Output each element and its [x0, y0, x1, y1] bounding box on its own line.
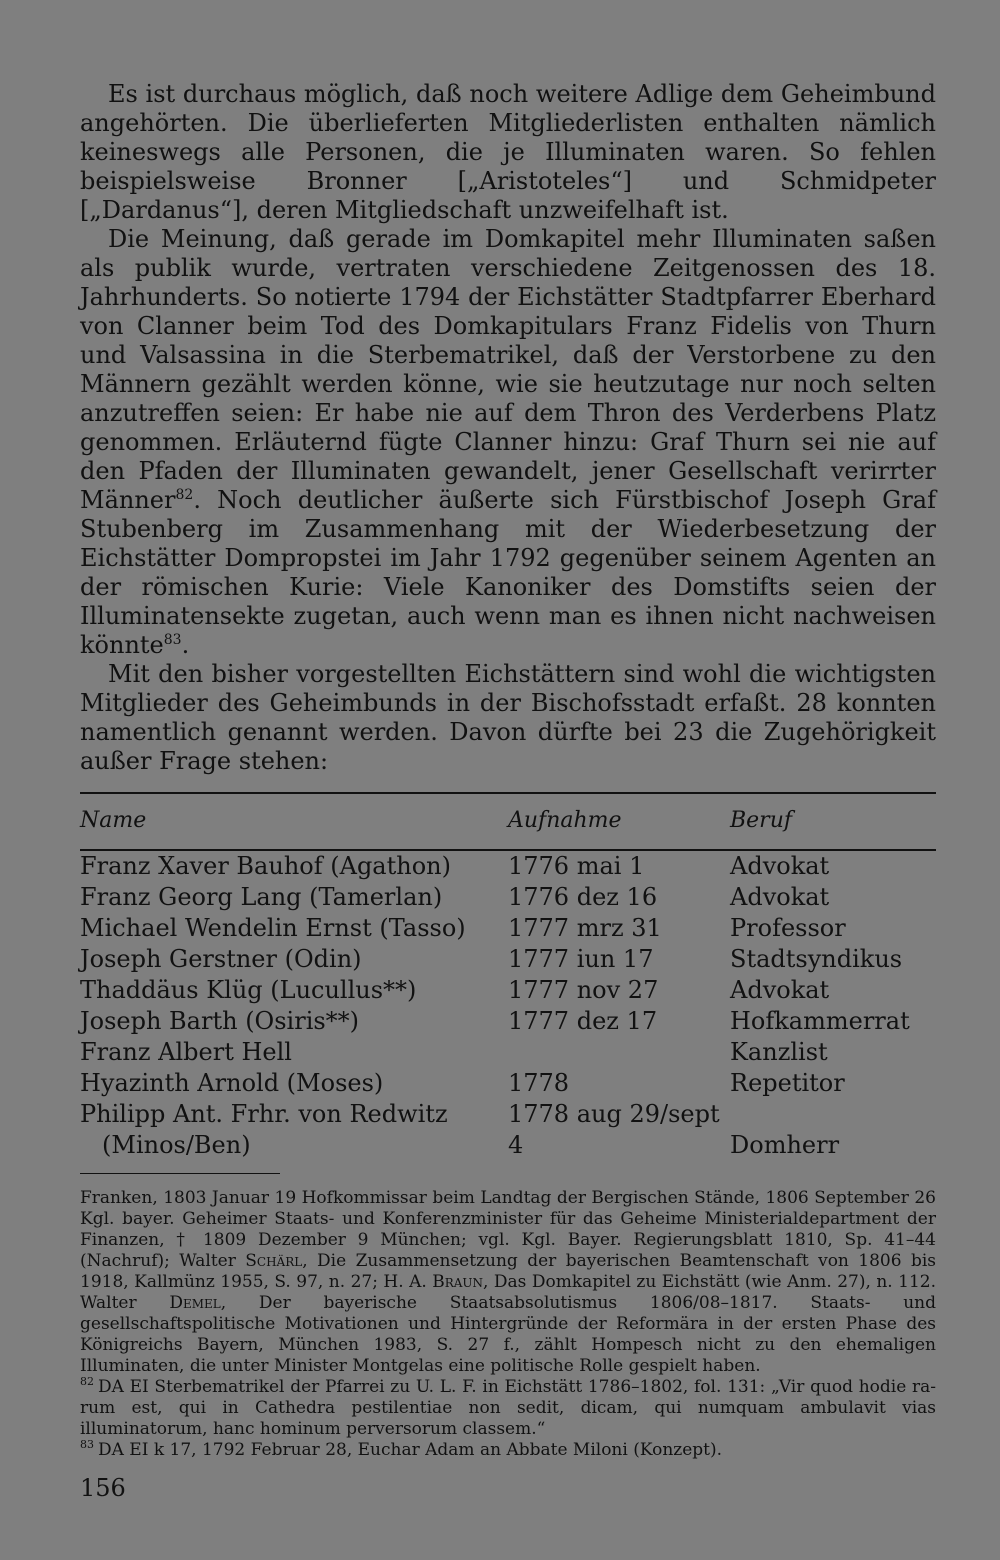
footnote-text: , Das Domkapitel zu Eichstätt (wie Anm. 27), n. 112. Walter	[80, 1272, 936, 1313]
footnote-text: DA EI k 17, 1792 Februar 28, Euchar Adam an Abbate Miloni (Konzept).	[98, 1440, 723, 1460]
cell-date	[508, 1037, 730, 1068]
header-beruf: Beruf	[730, 808, 793, 833]
page-number: 156	[80, 1474, 126, 1502]
footnote-text: , Der bayerische Staatsabsolutismus 1806/08–1817. Staats- und gesellschaftspolitische Motivationen und Hintergründe der Reformära in der ersten Phase des Königreichs Bayern, München 1983, S. 27 f., zählt Hompesch nicht zu den ehemaligen Illuminaten, die unter Minister Montgelas eine politische Rolle gespielt haben.	[80, 1293, 936, 1376]
footnote-number: 83	[80, 1438, 94, 1452]
footnote-83	[80, 1440, 936, 1461]
footnote-text: Franken, 1803 Januar 19 Hofkommissar beim Landtag der Bergischen Stände, 1806 September 26 Kgl. bayer. Geheimer Staats- und Konferenzminister für das Geheime Ministerialdepartment der Finanzen, † 1809 Dezember 9 München; vgl. Kgl. Bayer. Regierungsblatt 1810, Sp. 41–44 (Nachruf); Walter	[80, 1188, 936, 1271]
footnotes	[80, 1188, 936, 1461]
paragraph-2-text-b: . Noch deutlicher äußerte sich Fürstbischof Joseph Graf Stubenberg im Zusammenhang mit der Wiederbesetzung der Eichstätter Dompropstei im Jahr 1792 gegenüber seinem Agenten an der römischen Kurie: Viele Kanoniker des Domstifts seien der Illuminatensekte zugetan, auch wenn man es ihnen nicht nachweisen könnte	[80, 486, 936, 659]
cell-date: 1778 aug 29/sept 4	[508, 1100, 720, 1159]
table-row	[80, 975, 936, 1006]
cell-name-line-1: Philipp Ant. Frhr. von Redwitz	[80, 1100, 448, 1128]
author-name: Schärl	[245, 1251, 303, 1271]
footnote-separator	[80, 1173, 280, 1174]
cell-date: 1777 nov 27	[508, 976, 659, 1004]
cell-name-line-2: (Minos/Ben)	[102, 1131, 251, 1159]
author-name: Demel	[169, 1293, 221, 1313]
members-table	[80, 794, 936, 1161]
cell-job: Hofkammerrat	[730, 1007, 910, 1035]
cell-job: Advokat	[730, 852, 830, 880]
footnote-number: 82	[80, 1375, 94, 1389]
cell-job: Advokat	[730, 976, 830, 1004]
paragraph-2-text-a: Die Meinung, daß gerade im Domkapitel mehr Illuminaten saßen als publik wurde, vertraten verschiedene Zeitgenossen des 18. Jahrhunderts. So notierte 1794 der Eichstätter Stadtpfarrer Eberhard von Clanner beim Tod des Domkapitulars Franz Fidelis von Thurn und Valsassina in die Sterbematrikel, daß der Verstorbene zu den Männern gezählt werden könne, wie sie heutzutage nur noch selten anzutreffen seien: Er habe nie auf dem Thron des Verderbens Platz genommen. Erläuternd fügte Clanner hinzu: Graf Thurn sei nie auf den Pfaden der Illuminaten gewandelt, jener Gesellschaft verirrter Männer	[80, 225, 936, 514]
table-row	[80, 851, 936, 882]
footnote-81-continued	[80, 1188, 936, 1377]
cell-job: Stadtsyndikus	[730, 945, 903, 973]
header-aufnahme: Aufnahme	[508, 808, 622, 833]
table-row	[80, 882, 936, 913]
table-row	[80, 1037, 936, 1068]
author-name: Braun	[432, 1272, 484, 1292]
cell-date: 1776 mai 1	[508, 852, 645, 880]
cell-date: 1777 iun 17	[508, 945, 654, 973]
page-body	[80, 80, 936, 1461]
cell-name	[80, 1099, 508, 1161]
cell-job: Domherr	[730, 1131, 840, 1159]
footnote-text: DA EI Sterbematrikel der Pfarrei zu U. L. F. in Eichstätt 1786–1802, fol. 131: „Vir quod hodie rarum est, qui in Cathedra pestilentiae non sedit, dicam, qui numquam ambulavit vias illuminatorum, hanc hominum perversorum classem.“	[80, 1377, 936, 1439]
paragraph-3: Mit den bisher vorgestellten Eichstättern sind wohl die wichtigsten Mitglieder des Geheimbunds in der Bischofsstadt erfaßt. 28 konnten namentlich genannt werden. Davon dürfte bei 23 die Zugehörigkeit außer Frage stehen:	[80, 660, 936, 775]
table-row	[80, 944, 936, 975]
cell-name: Thaddäus Klüg (Lucullus**)	[80, 976, 417, 1004]
paragraph-2-text-c: .	[181, 631, 190, 659]
cell-name: Hyazinth Arnold (Moses)	[80, 1069, 384, 1097]
cell-name: Franz Georg Lang (Tamerlan)	[80, 883, 443, 911]
cell-date: 1776 dez 16	[508, 883, 658, 911]
paragraph-1: Es ist durchaus möglich, daß noch weitere Adlige dem Geheimbund angehörten. Die überlieferten Mitgliederlisten enthalten nämlich keineswegs alle Personen, die je Illuminaten waren. So fehlen beispielsweise Bronner [„Aristoteles“] und Schmidpeter [„Dardanus“], deren Mitgliedschaft unzweifelhaft ist.	[80, 80, 936, 224]
paragraph-2	[80, 225, 936, 660]
cell-job: Kanzlist	[730, 1038, 828, 1066]
cell-date: 1778	[508, 1069, 570, 1097]
header-name: Name	[80, 808, 147, 833]
cell-name: Joseph Barth (Osiris**)	[80, 1007, 360, 1035]
footnote-text: , Die Zusammensetzung der bayerischen Beamtenschaft von 1806 bis 1918, Kallmünz 1955, S. 97, n. 27; H. A.	[80, 1251, 937, 1292]
cell-job: Advokat	[730, 883, 830, 911]
table-row	[80, 1068, 936, 1099]
cell-date: 1777 mrz 31	[508, 914, 662, 942]
cell-job: Repetitor	[730, 1069, 845, 1097]
footnote-ref-83[interactable]: 83	[163, 632, 182, 648]
cell-name: Michael Wendelin Ernst (Tasso)	[80, 914, 466, 942]
cell-job: Professor	[730, 914, 846, 942]
table-row	[80, 1006, 936, 1037]
footnote-82	[80, 1377, 936, 1440]
table-header-row	[80, 794, 936, 849]
cell-name: Joseph Gerstner (Odin)	[80, 945, 362, 973]
table-row	[80, 913, 936, 944]
footnote-ref-82[interactable]: 82	[175, 487, 194, 503]
cell-date: 1777 dez 17	[508, 1007, 658, 1035]
table-row	[80, 1099, 936, 1161]
cell-name: Franz Albert Hell	[80, 1038, 292, 1066]
members-table-wrap	[80, 792, 936, 1161]
cell-name: Franz Xaver Bauhof (Agathon)	[80, 852, 451, 880]
